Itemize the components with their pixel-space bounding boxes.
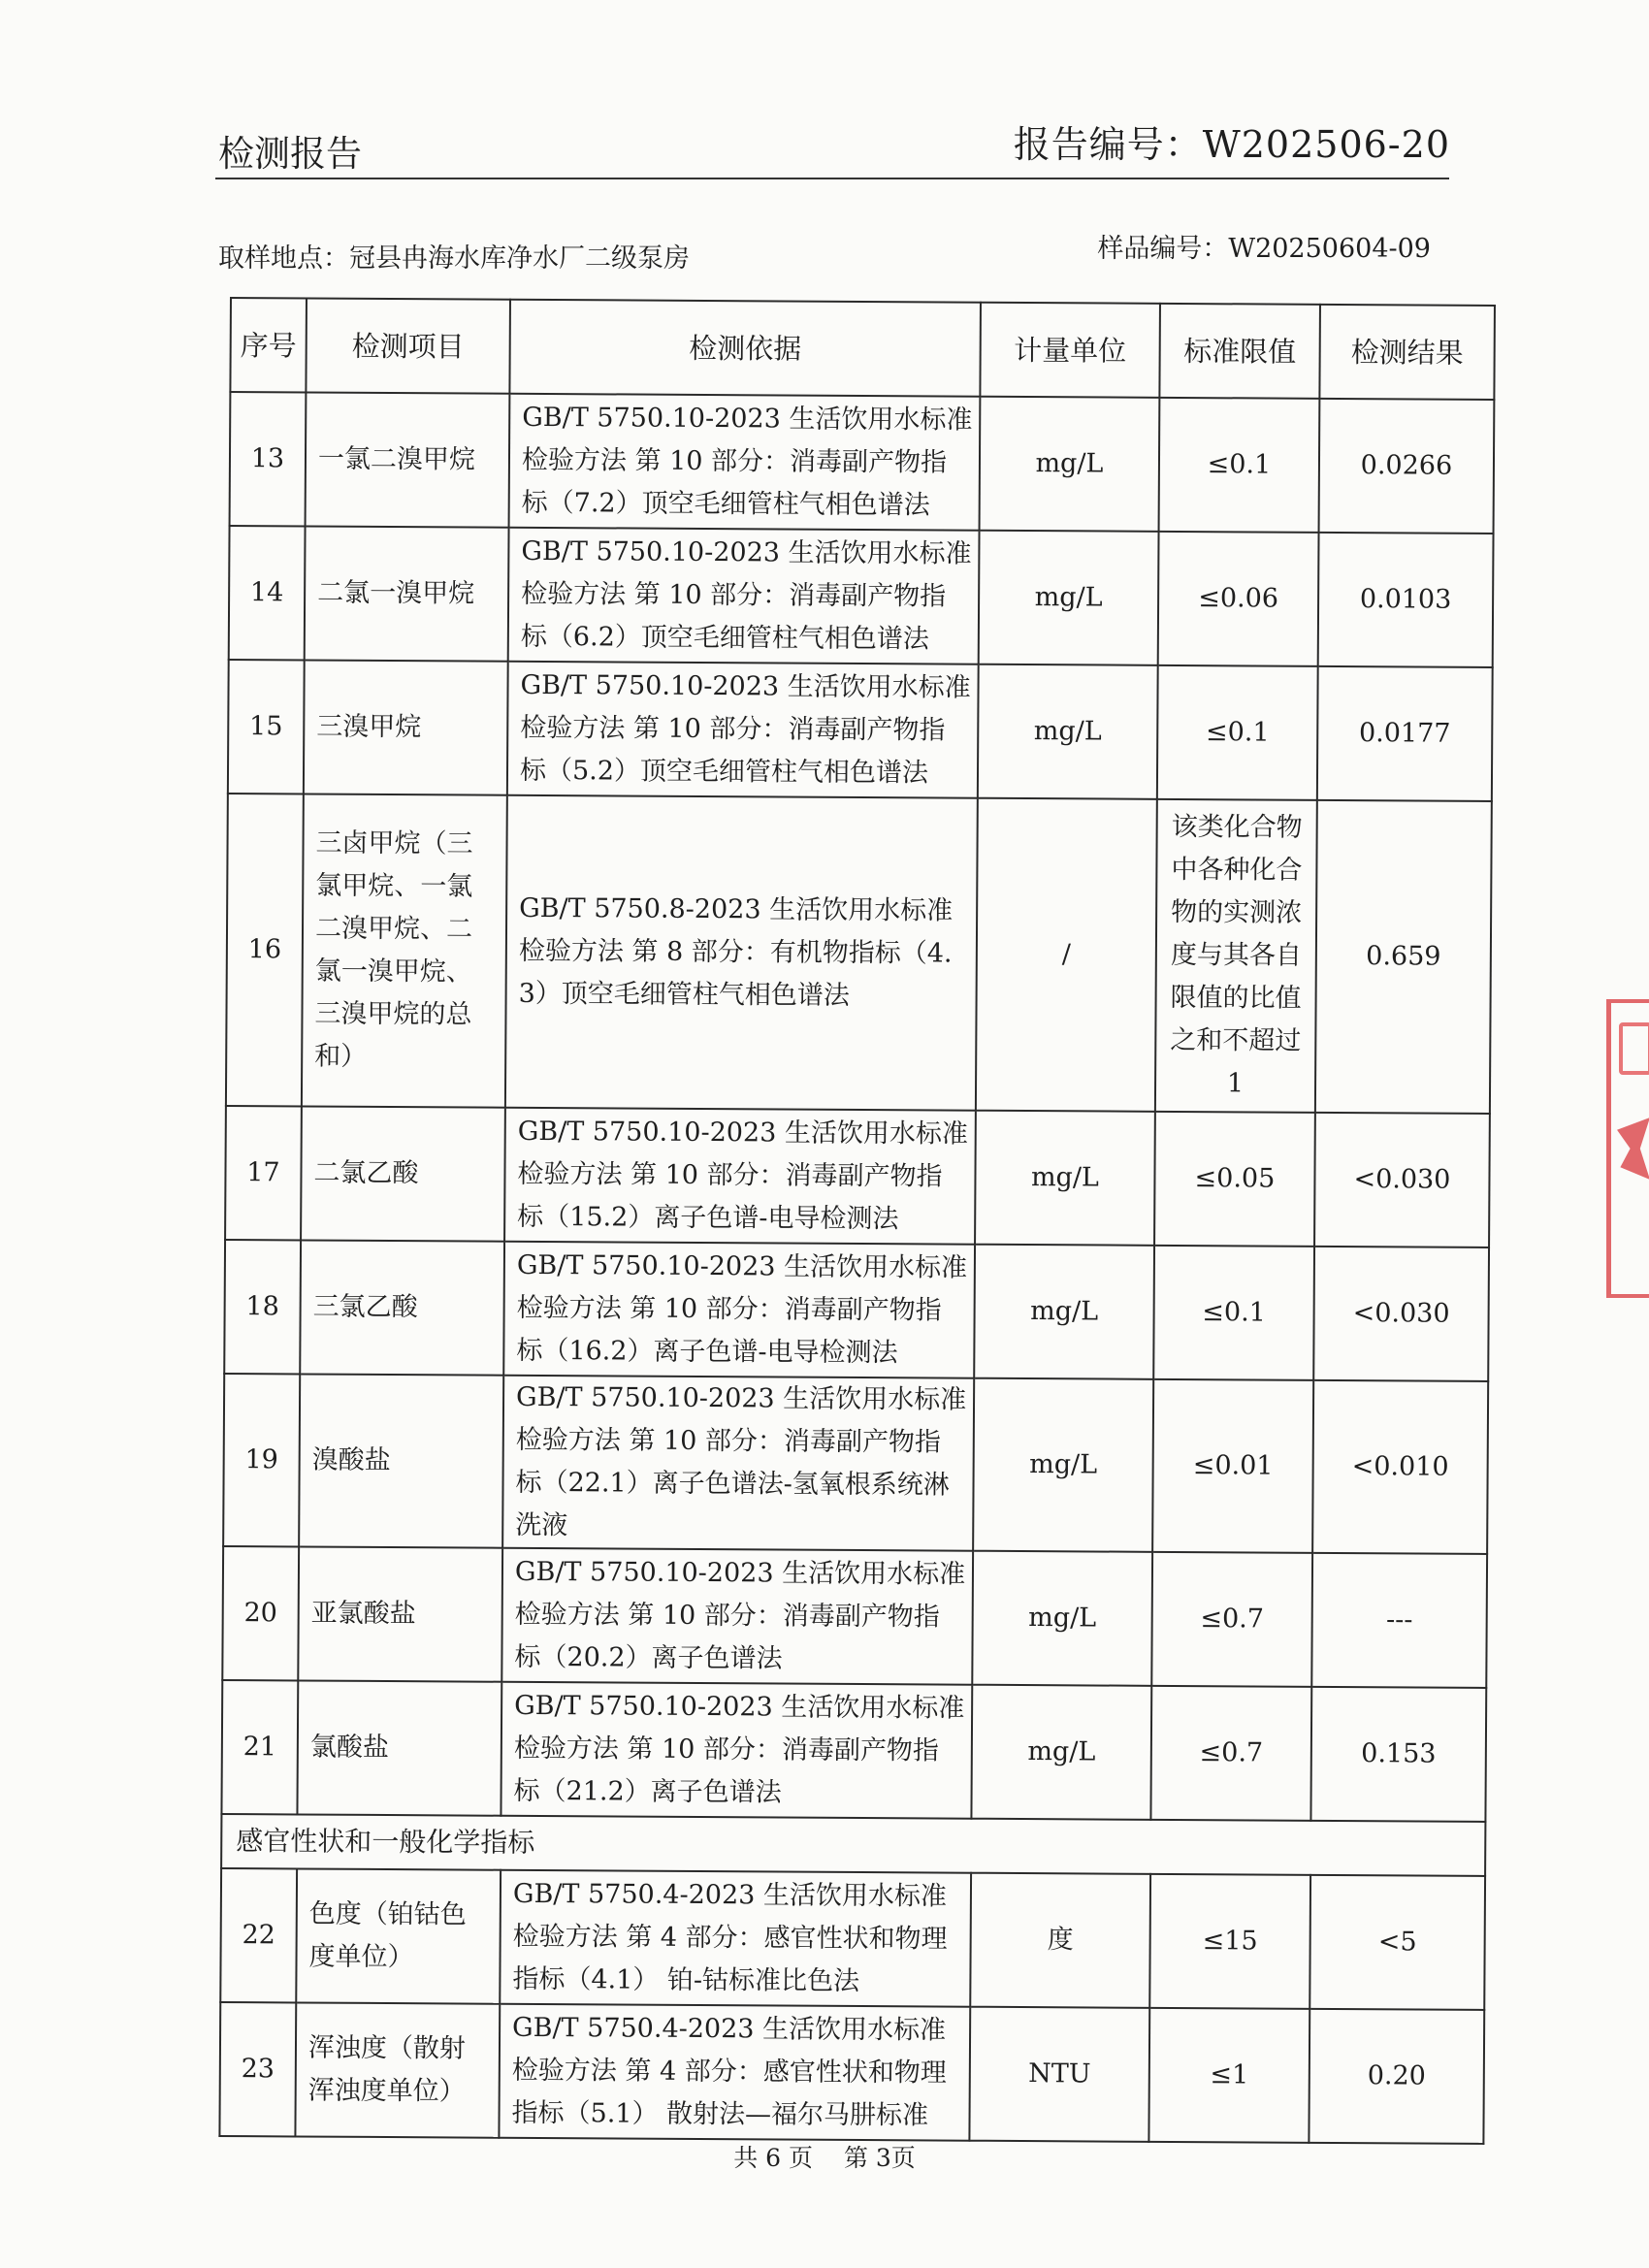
cell-limit: ≤0.06 <box>1158 532 1319 666</box>
table-row <box>225 1106 1490 1247</box>
cell-limit: ≤1 <box>1148 2008 1310 2143</box>
sampling-site: 取样地点：冠县冉海水库净水厂二级泵房 <box>218 243 690 274</box>
column-header-no: 序号 <box>230 298 307 392</box>
cell-result: 0.0103 <box>1318 533 1494 667</box>
cell-basis: GB/T 5750.10-2023 生活饮用水标准检验方法 第 10 部分：消毒副产物指标（15.2）离子色谱-电导检测法 <box>504 1108 976 1245</box>
cell-result: <0.030 <box>1314 1113 1490 1247</box>
cell-item: 浑浊度（散射浑浊度单位） <box>295 2002 500 2137</box>
cell-limit: 该类化合物中各种化合物的实测浓度与其各自限值的比值之和不超过1 <box>1155 799 1317 1113</box>
section-row <box>221 1814 1485 1876</box>
cell-no: 19 <box>223 1374 300 1546</box>
cell-limit: ≤0.1 <box>1153 1246 1314 1380</box>
table-row <box>220 1868 1485 2010</box>
cell-limit: ≤0.01 <box>1152 1379 1313 1553</box>
cell-result: 0.153 <box>1310 1687 1486 1822</box>
table-header-row <box>230 298 1495 400</box>
report-number: 报告编号：W202506-20 <box>1013 123 1450 166</box>
cell-result: <0.030 <box>1313 1247 1489 1381</box>
table-row <box>230 392 1495 534</box>
table-row <box>229 526 1494 667</box>
cell-item: 色度（铂钴色度单位） <box>296 1868 501 2003</box>
cell-result: 0.659 <box>1315 800 1492 1114</box>
cell-item: 亚氯酸盐 <box>298 1546 502 1681</box>
column-header-result: 检测结果 <box>1319 305 1495 400</box>
cell-no: 14 <box>229 526 306 660</box>
cell-item: 氯酸盐 <box>297 1680 501 1815</box>
cell-basis: GB/T 5750.4-2023 生活饮用水标准检验方法 第 4 部分：感官性状和物理指标（4.1） 铂-钴标准比色法 <box>500 1870 971 2007</box>
cell-no: 18 <box>224 1240 301 1374</box>
cell-no: 20 <box>222 1546 299 1680</box>
cell-no: 15 <box>228 660 305 794</box>
cell-item: 溴酸盐 <box>299 1374 503 1547</box>
sample-number: 样品编号：W20250604-09 <box>1097 234 1431 264</box>
cell-no: 17 <box>225 1106 302 1240</box>
cell-unit: NTU <box>969 2007 1149 2142</box>
cell-no: 22 <box>220 1868 297 2002</box>
cell-result: --- <box>1311 1553 1487 1688</box>
cell-basis: GB/T 5750.10-2023 生活饮用水标准检验方法 第 10 部分：消毒副产物指标（21.2）离子色谱法 <box>501 1682 972 1819</box>
cell-basis: GB/T 5750.10-2023 生活饮用水标准检验方法 第 10 部分：消毒副产物指标（20.2）离子色谱法 <box>501 1548 973 1685</box>
cell-item: 一氯二溴甲烷 <box>306 392 510 527</box>
cell-basis: GB/T 5750.10-2023 生活饮用水标准检验方法 第 10 部分：消毒副产物指标（7.2）顶空毛细管柱气相色谱法 <box>509 394 981 531</box>
cell-unit: mg/L <box>974 1245 1154 1379</box>
cell-no: 16 <box>226 794 304 1106</box>
column-header-basis: 检测依据 <box>509 300 981 397</box>
cell-basis: GB/T 5750.10-2023 生活饮用水标准检验方法 第 10 部分：消毒副产物指标（6.2）顶空毛细管柱气相色谱法 <box>508 528 980 664</box>
cell-limit: ≤0.7 <box>1150 1686 1311 1821</box>
cell-result: 0.20 <box>1309 2009 1484 2144</box>
cell-limit: ≤0.7 <box>1151 1552 1312 1687</box>
total-pages: 共 6 页 <box>733 2144 813 2172</box>
cell-unit: mg/L <box>980 397 1160 532</box>
cell-item: 三卤甲烷（三氯甲烷、一氯二溴甲烷、二氯一溴甲烷、三溴甲烷的总和） <box>302 794 507 1107</box>
header-rule <box>215 178 1449 179</box>
section-title: 感官性状和一般化学指标 <box>221 1814 1485 1876</box>
cell-item: 二氯一溴甲烷 <box>305 526 509 661</box>
cell-unit: mg/L <box>978 664 1158 799</box>
cell-no: 13 <box>230 392 307 526</box>
cell-unit: 度 <box>970 1873 1150 2008</box>
cell-no: 21 <box>221 1680 298 1814</box>
cell-unit: mg/L <box>971 1685 1151 1820</box>
document-title: 检测报告 <box>218 133 362 175</box>
column-header-limit: 标准限值 <box>1159 304 1320 399</box>
cell-unit: / <box>976 798 1157 1112</box>
column-header-unit: 计量单位 <box>980 303 1160 398</box>
table-row <box>219 2002 1484 2144</box>
cell-limit: ≤15 <box>1149 1874 1310 2009</box>
results-table <box>218 297 1496 2145</box>
column-header-item: 检测项目 <box>306 298 510 393</box>
cell-no: 23 <box>219 2002 296 2136</box>
table-row <box>222 1546 1487 1688</box>
cell-result: <0.010 <box>1312 1380 1488 1554</box>
cell-limit: ≤0.05 <box>1154 1112 1315 1247</box>
cell-unit: mg/L <box>975 1111 1155 1246</box>
cell-result: <5 <box>1310 1875 1485 2010</box>
cell-unit: mg/L <box>973 1378 1153 1552</box>
cell-item: 二氯乙酸 <box>301 1106 505 1241</box>
cell-unit: mg/L <box>979 531 1159 665</box>
cell-basis: GB/T 5750.10-2023 生活饮用水标准检验方法 第 10 部分：消毒副产物指标（16.2）离子色谱-电导检测法 <box>503 1242 975 1378</box>
table-row <box>226 794 1492 1114</box>
cell-result: 0.0266 <box>1319 399 1495 534</box>
current-page: 第 3页 <box>843 2144 916 2172</box>
cell-limit: ≤0.1 <box>1157 665 1318 800</box>
cell-basis: GB/T 5750.8-2023 生活饮用水标准检验方法 第 8 部分：有机物指标（4.3）顶空毛细管柱气相色谱法 <box>505 795 978 1111</box>
table-row <box>221 1680 1486 1822</box>
cell-basis: GB/T 5750.10-2023 生活饮用水标准检验方法 第 10 部分：消毒副产物指标（5.2）顶空毛细管柱气相色谱法 <box>507 662 979 798</box>
page-footer <box>0 2139 1649 2174</box>
cell-result: 0.0177 <box>1317 666 1493 801</box>
cell-basis: GB/T 5750.10-2023 生活饮用水标准检验方法 第 10 部分：消毒副产物指标（22.1）离子色谱法-氢氧根系统淋洗液 <box>502 1376 974 1551</box>
table-row <box>224 1240 1489 1381</box>
cell-item: 三氯乙酸 <box>300 1240 504 1375</box>
red-seal-stamp <box>1606 999 1649 1298</box>
cell-item: 三溴甲烷 <box>304 660 508 794</box>
cell-limit: ≤0.1 <box>1159 398 1320 533</box>
table-row <box>223 1374 1488 1554</box>
table-row <box>228 660 1493 801</box>
cell-basis: GB/T 5750.4-2023 生活饮用水标准检验方法 第 4 部分：感官性状和物理指标（5.1） 散射法—福尔马肼标准 <box>499 2004 970 2141</box>
cell-unit: mg/L <box>972 1551 1152 1686</box>
